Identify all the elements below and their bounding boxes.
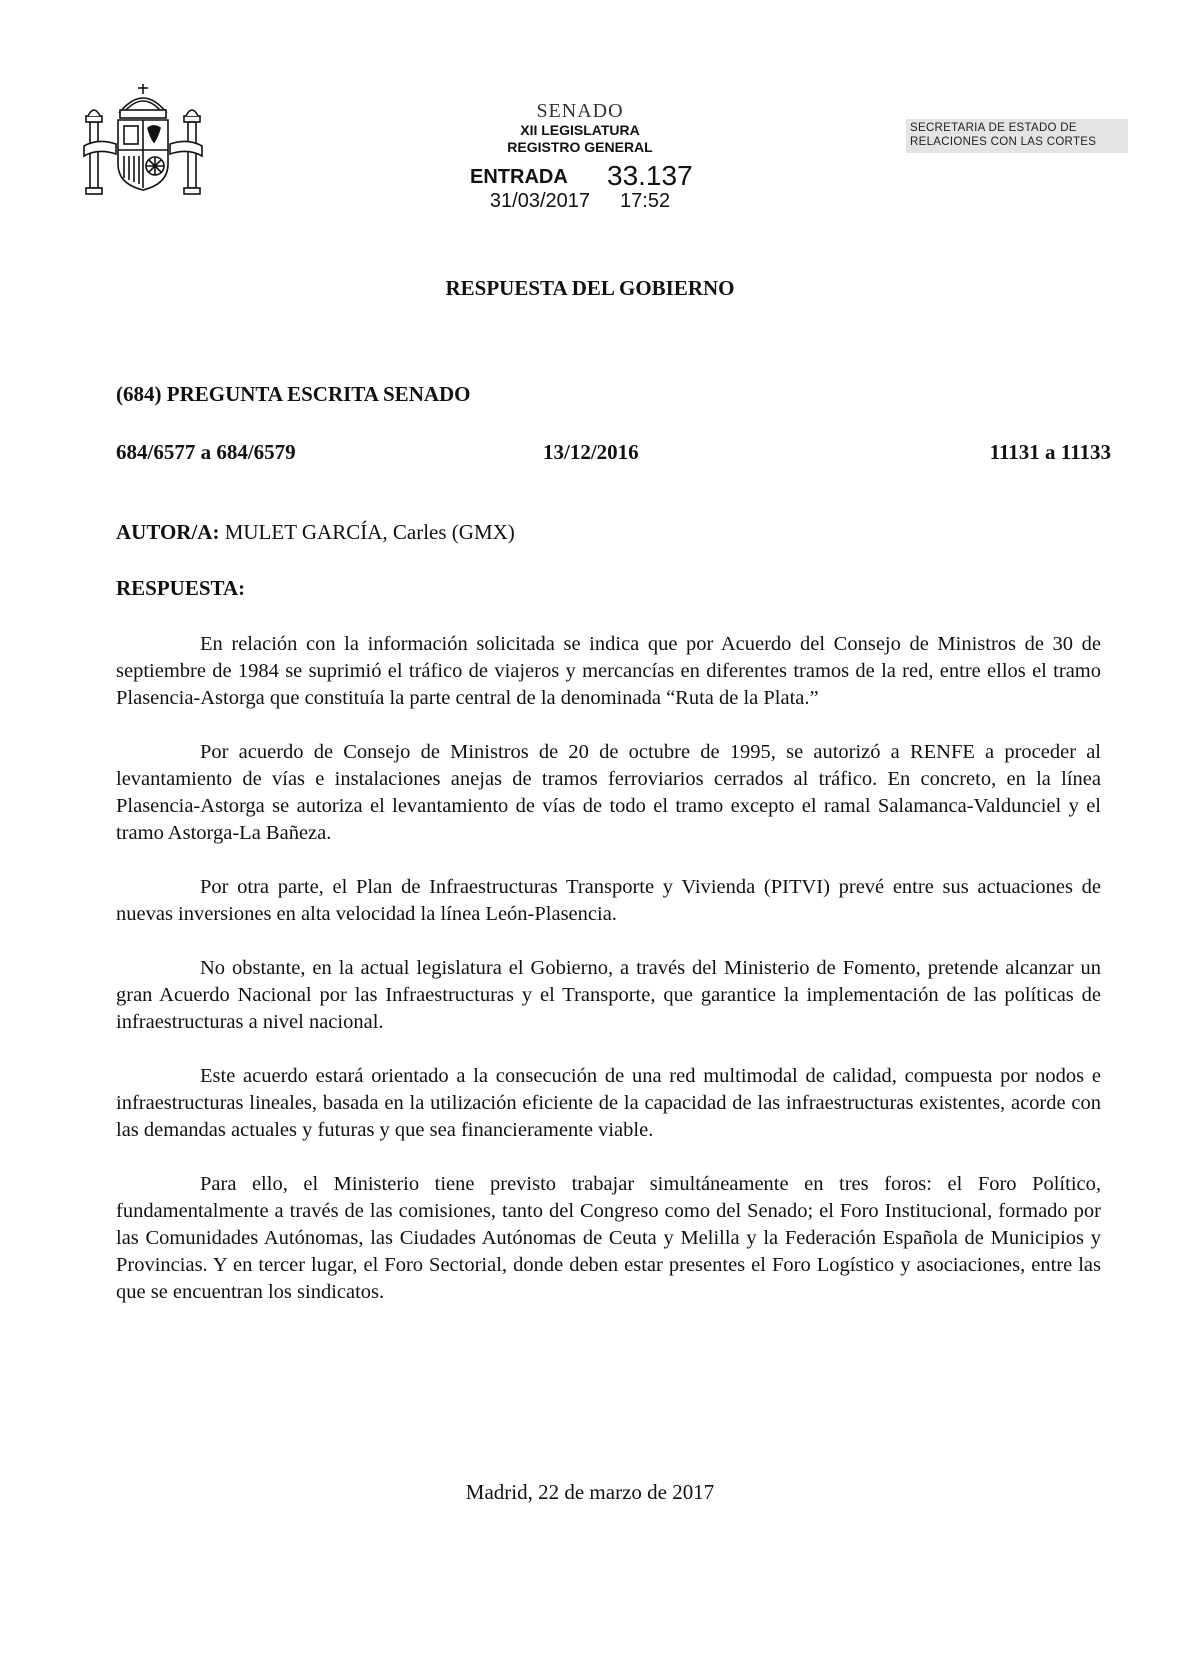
respuesta-label: RESPUESTA:	[116, 576, 246, 600]
paragraph: En relación con la información solicitada se indica que por Acuerdo del Consejo de Ministros de 30 de septiembre de 1984 se suprimió el tráfico de viajeros y mercancías en diferentes tramos de la red, entre ellos el tramo Plasencia-Astorga que constituía la parte central de la denominada “Ruta de la Plata.”	[116, 633, 1101, 709]
paragraph: Por otra parte, el Plan de Infraestructuras Transporte y Vivienda (PITVI) prevé entre sus actuaciones de nuevas inversiones en alta velocidad la línea León-Plasencia.	[116, 876, 1101, 925]
secretaria-label	[906, 119, 1128, 153]
ref-numbers: 684/6577 a 684/6579	[116, 440, 296, 464]
stamp-senado: SENADO	[536, 100, 624, 122]
paragraph: Para ello, el Ministerio tiene previsto trabajar simultáneamente en tres foros: el Foro Político, fundamentalmente a través de las comisiones, tanto del Congreso como del Senado; el Foro Institucional, formado por las Comunidades Autónomas, las Ciudades Autónomas de Ceuta y Melilla y la Federación Española de Municipios y Provincias. Y en tercer lugar, el Foro Sectorial, donde deben estar presentes el Foro Logístico y asociaciones, entre las que se encuentran los sindicatos.	[116, 1173, 1101, 1303]
ref-range: 11131 a 11133	[989, 440, 1111, 464]
reference-line	[116, 440, 1111, 468]
secretaria-line2: RELACIONES CON LAS CORTES	[910, 136, 1097, 148]
autor-label: AUTOR/A:	[116, 520, 220, 544]
stamp-datetime	[430, 190, 730, 212]
document-title: RESPUESTA DEL GOBIERNO	[445, 276, 735, 300]
response-body	[116, 631, 1101, 1333]
autor-line	[116, 520, 515, 545]
signature-place-date: Madrid, 22 de marzo de 2017	[465, 1480, 715, 1504]
registry-stamp	[430, 100, 730, 212]
stamp-legislatura: XII LEGISLATURA	[520, 122, 640, 138]
secretaria-line1: SECRETARIA DE ESTADO DE	[910, 122, 1077, 134]
stamp-time: 17:52	[620, 190, 671, 212]
autor-value: MULET GARCÍA, Carles (GMX)	[219, 520, 515, 544]
stamp-date: 31/03/2017	[489, 190, 591, 212]
ref-date: 13/12/2016	[543, 440, 639, 464]
spain-coat-of-arms-icon	[82, 80, 204, 202]
stamp-registro: REGISTRO GENERAL	[507, 139, 653, 155]
stamp-entrada-number: 33.137	[607, 160, 693, 191]
stamp-entrada-row	[430, 158, 730, 191]
paragraph: Por acuerdo de Consejo de Ministros de 20 de octubre de 1995, se autorizó a RENFE a proceder al levantamiento de vías e instalaciones anejas de tramos ferroviarios cerrados al tráfico. En concreto, en la línea Plasencia-Astorga se autoriza el levantamiento de vías de todo el tramo excepto el ramal Salamanca-Valdunciel y el tramo Astorga-La Bañeza.	[116, 741, 1101, 844]
pregunta-heading: (684) PREGUNTA ESCRITA SENADO	[116, 382, 471, 406]
paragraph: Este acuerdo estará orientado a la consecución de una red multimodal de calidad, compuesta por nodos e infraestructuras lineales, basada en la utilización eficiente de la capacidad de las infraestructuras existentes, acorde con las demandas actuales y futuras y que sea financieramente viable.	[116, 1065, 1101, 1141]
paragraph: No obstante, en la actual legislatura el Gobierno, a través del Ministerio de Fomento, pretende alcanzar un gran Acuerdo Nacional por las Infraestructuras y el Transporte, que garantice la implementación de las políticas de infraestructuras a nivel nacional.	[116, 957, 1101, 1033]
stamp-entrada-label: ENTRADA	[470, 166, 568, 188]
